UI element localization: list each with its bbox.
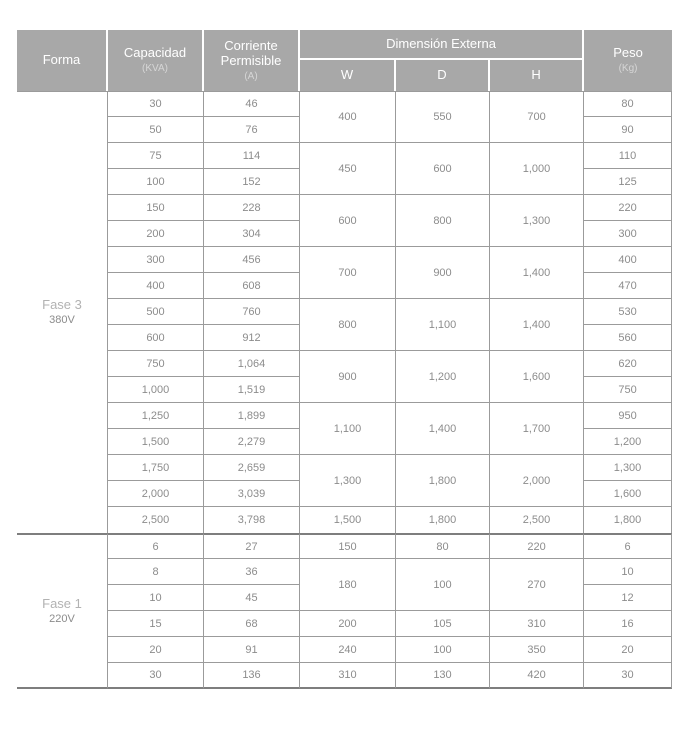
dim-w-cell: 310 [300, 663, 396, 689]
capacidad-cell: 50 [108, 117, 204, 143]
header-peso-label: Peso [613, 45, 643, 61]
corriente-cell: 2,279 [204, 429, 300, 455]
table-row [17, 351, 672, 377]
dim-h-cell: 700 [490, 91, 584, 143]
peso-cell: 950 [584, 403, 672, 429]
table-row [17, 143, 672, 169]
capacidad-cell: 400 [108, 273, 204, 299]
dim-h-cell: 1,400 [490, 247, 584, 299]
forma-voltage-label: 220V [49, 612, 75, 625]
peso-cell: 1,300 [584, 455, 672, 481]
header-forma-label: Forma [42, 52, 81, 68]
corriente-cell: 114 [204, 143, 300, 169]
table-row [17, 663, 672, 689]
dim-h-cell: 1,300 [490, 195, 584, 247]
table-row [17, 507, 672, 533]
forma-cell [17, 91, 108, 533]
table-row [17, 299, 672, 325]
dim-d-cell: 80 [396, 533, 490, 559]
table-row [17, 91, 672, 117]
header-dimension-label: Dimensión Externa [386, 35, 496, 51]
dim-w-cell: 1,300 [300, 455, 396, 507]
capacidad-cell: 1,500 [108, 429, 204, 455]
peso-cell: 530 [584, 299, 672, 325]
peso-cell: 620 [584, 351, 672, 377]
corriente-cell: 1,899 [204, 403, 300, 429]
corriente-cell: 760 [204, 299, 300, 325]
table-row [17, 637, 672, 663]
peso-cell: 1,800 [584, 507, 672, 533]
header-dim-d-label: D [437, 67, 447, 83]
capacidad-cell: 30 [108, 91, 204, 117]
corriente-cell: 1,519 [204, 377, 300, 403]
corriente-cell: 36 [204, 559, 300, 585]
capacidad-cell: 200 [108, 221, 204, 247]
corriente-cell: 1,064 [204, 351, 300, 377]
dim-d-cell: 100 [396, 637, 490, 663]
dim-w-cell: 180 [300, 559, 396, 611]
peso-cell: 90 [584, 117, 672, 143]
dim-d-cell: 1,100 [396, 299, 490, 351]
capacidad-cell: 2,000 [108, 481, 204, 507]
table-row [17, 247, 672, 273]
forma-label: Fase 3 [42, 297, 82, 313]
peso-cell: 110 [584, 143, 672, 169]
capacidad-cell: 1,250 [108, 403, 204, 429]
header-corriente-label-1: Corriente [224, 37, 278, 53]
peso-cell: 470 [584, 273, 672, 299]
peso-cell: 10 [584, 559, 672, 585]
header-forma [17, 30, 108, 91]
peso-cell: 400 [584, 247, 672, 273]
header-peso-unit: (Kg) [618, 63, 638, 75]
dim-d-cell: 1,800 [396, 507, 490, 533]
capacidad-cell: 150 [108, 195, 204, 221]
spec-table [17, 30, 672, 689]
corriente-cell: 608 [204, 273, 300, 299]
capacidad-cell: 8 [108, 559, 204, 585]
capacidad-cell: 75 [108, 143, 204, 169]
dim-d-cell: 550 [396, 91, 490, 143]
peso-cell: 220 [584, 195, 672, 221]
header-dim-w [300, 60, 396, 91]
dim-h-cell: 350 [490, 637, 584, 663]
capacidad-cell: 1,750 [108, 455, 204, 481]
dim-h-cell: 1,000 [490, 143, 584, 195]
dim-w-cell: 600 [300, 195, 396, 247]
header-dim-d [396, 60, 490, 91]
dim-w-cell: 240 [300, 637, 396, 663]
table-row [17, 533, 672, 559]
dim-w-cell: 700 [300, 247, 396, 299]
table-row [17, 403, 672, 429]
dim-d-cell: 1,200 [396, 351, 490, 403]
peso-cell: 80 [584, 91, 672, 117]
header-corriente-label-2: Permisible [220, 52, 282, 68]
header-corriente [204, 30, 300, 91]
dim-d-cell: 105 [396, 611, 490, 637]
capacidad-cell: 500 [108, 299, 204, 325]
corriente-cell: 3,039 [204, 481, 300, 507]
corriente-cell: 228 [204, 195, 300, 221]
dim-h-cell: 1,600 [490, 351, 584, 403]
dim-d-cell: 100 [396, 559, 490, 611]
capacidad-cell: 2,500 [108, 507, 204, 533]
peso-cell: 30 [584, 663, 672, 689]
dim-w-cell: 200 [300, 611, 396, 637]
capacidad-cell: 100 [108, 169, 204, 195]
corriente-cell: 152 [204, 169, 300, 195]
dim-d-cell: 600 [396, 143, 490, 195]
capacidad-cell: 20 [108, 637, 204, 663]
peso-cell: 1,600 [584, 481, 672, 507]
header-capacidad [108, 30, 204, 91]
table-header [17, 30, 672, 91]
header-capacidad-unit: (KVA) [142, 63, 168, 75]
corriente-cell: 76 [204, 117, 300, 143]
header-dim-w-label: W [340, 67, 354, 83]
dim-h-cell: 270 [490, 559, 584, 611]
dim-h-cell: 2,000 [490, 455, 584, 507]
table-row [17, 611, 672, 637]
dim-d-cell: 1,800 [396, 455, 490, 507]
table-row [17, 559, 672, 585]
dim-d-cell: 130 [396, 663, 490, 689]
forma-voltage-label: 380V [49, 314, 75, 327]
spec-table-body [17, 91, 672, 689]
peso-cell: 6 [584, 533, 672, 559]
peso-cell: 20 [584, 637, 672, 663]
dim-h-cell: 2,500 [490, 507, 584, 533]
dim-d-cell: 1,400 [396, 403, 490, 455]
corriente-cell: 456 [204, 247, 300, 273]
header-capacidad-label: Capacidad [123, 45, 187, 61]
table-row [17, 195, 672, 221]
peso-cell: 750 [584, 377, 672, 403]
peso-cell: 16 [584, 611, 672, 637]
peso-cell: 1,200 [584, 429, 672, 455]
corriente-cell: 3,798 [204, 507, 300, 533]
capacidad-cell: 6 [108, 533, 204, 559]
corriente-cell: 45 [204, 585, 300, 611]
corriente-cell: 136 [204, 663, 300, 689]
dim-h-cell: 310 [490, 611, 584, 637]
corriente-cell: 68 [204, 611, 300, 637]
forma-label: Fase 1 [42, 595, 82, 611]
dim-w-cell: 900 [300, 351, 396, 403]
corriente-cell: 304 [204, 221, 300, 247]
dim-h-cell: 1,400 [490, 299, 584, 351]
dim-h-cell: 420 [490, 663, 584, 689]
header-dim-h-label: H [531, 67, 541, 83]
corriente-cell: 27 [204, 533, 300, 559]
capacidad-cell: 30 [108, 663, 204, 689]
dim-w-cell: 400 [300, 91, 396, 143]
corriente-cell: 2,659 [204, 455, 300, 481]
header-dimension [300, 30, 584, 60]
forma-cell [17, 533, 108, 689]
dim-h-cell: 1,700 [490, 403, 584, 455]
corriente-cell: 91 [204, 637, 300, 663]
peso-cell: 12 [584, 585, 672, 611]
capacidad-cell: 1,000 [108, 377, 204, 403]
header-dim-h [490, 60, 584, 91]
capacidad-cell: 300 [108, 247, 204, 273]
table-row [17, 455, 672, 481]
capacidad-cell: 600 [108, 325, 204, 351]
dim-w-cell: 800 [300, 299, 396, 351]
peso-cell: 300 [584, 221, 672, 247]
dim-w-cell: 150 [300, 533, 396, 559]
capacidad-cell: 15 [108, 611, 204, 637]
dim-d-cell: 900 [396, 247, 490, 299]
dim-w-cell: 450 [300, 143, 396, 195]
header-peso [584, 30, 672, 91]
corriente-cell: 912 [204, 325, 300, 351]
dim-d-cell: 800 [396, 195, 490, 247]
peso-cell: 560 [584, 325, 672, 351]
capacidad-cell: 10 [108, 585, 204, 611]
capacidad-cell: 750 [108, 351, 204, 377]
peso-cell: 125 [584, 169, 672, 195]
dim-h-cell: 220 [490, 533, 584, 559]
dim-w-cell: 1,100 [300, 403, 396, 455]
corriente-cell: 46 [204, 91, 300, 117]
dim-w-cell: 1,500 [300, 507, 396, 533]
header-corriente-unit: (A) [244, 70, 258, 82]
